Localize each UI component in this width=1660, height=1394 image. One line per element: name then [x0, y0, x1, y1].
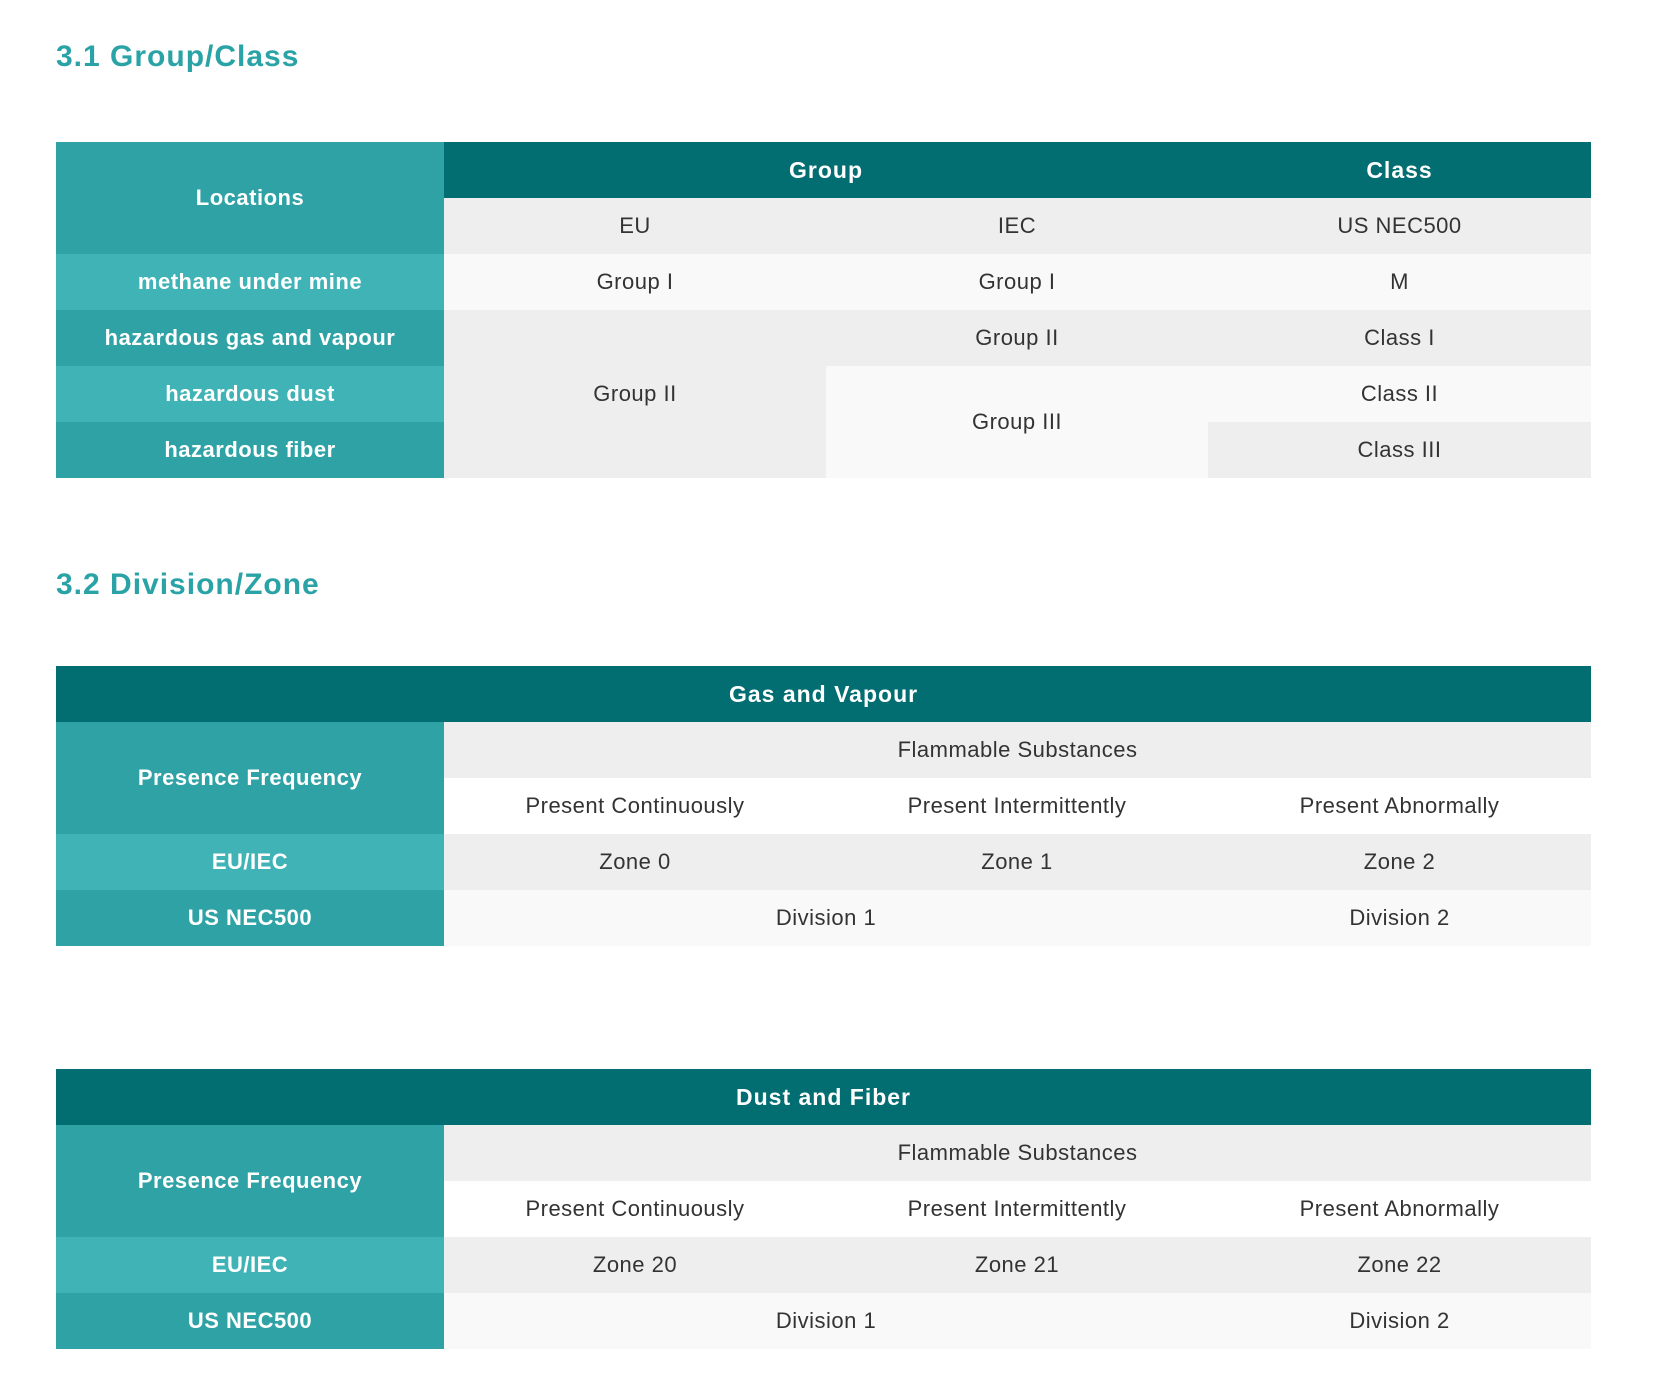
dust-presence-frequency: Presence Frequency: [56, 1125, 444, 1237]
section-title-division-zone: 3.2 Division/Zone: [56, 568, 320, 601]
dust-fiber-table: [56, 1069, 1591, 1349]
gas-eu-iec-label: EU/IEC: [56, 834, 444, 890]
row-label-gas-vapour: hazardous gas and vapour: [56, 310, 444, 366]
cell-eu-group-ii: Group II: [444, 310, 826, 478]
locations-header: Locations: [56, 142, 444, 254]
gas-zone-1: Zone 1: [826, 834, 1208, 890]
gas-present-intermittently: Present Intermittently: [826, 778, 1208, 834]
gas-vapour-table: [56, 666, 1591, 946]
dust-flammable-substances: Flammable Substances: [444, 1125, 1591, 1181]
dust-present-continuously: Present Continuously: [444, 1181, 826, 1237]
section-title-group-class: 3.1 Group/Class: [56, 40, 300, 73]
dust-us-nec500-label: US NEC500: [56, 1293, 444, 1349]
dust-eu-iec-label: EU/IEC: [56, 1237, 444, 1293]
gas-division-2: Division 2: [1208, 890, 1591, 946]
dust-zone-21: Zone 21: [826, 1237, 1208, 1293]
eu-subheader: EU: [444, 198, 826, 254]
gas-us-nec500-label: US NEC500: [56, 890, 444, 946]
gas-division-1: Division 1: [444, 890, 1208, 946]
group-class-table: [56, 142, 1591, 478]
cell-us-methane: M: [1208, 254, 1591, 310]
dust-zone-22: Zone 22: [1208, 1237, 1591, 1293]
row-label-fiber: hazardous fiber: [56, 422, 444, 478]
dust-division-2: Division 2: [1208, 1293, 1591, 1349]
group-header: Group: [444, 142, 1208, 198]
gas-present-abnormally: Present Abnormally: [1208, 778, 1591, 834]
cell-us-gas-vapour: Class I: [1208, 310, 1591, 366]
row-label-dust: hazardous dust: [56, 366, 444, 422]
cell-eu-methane: Group I: [444, 254, 826, 310]
us-subheader: US NEC500: [1208, 198, 1591, 254]
row-label-methane: methane under mine: [56, 254, 444, 310]
cell-iec-group-iii: Group III: [826, 366, 1208, 478]
dust-present-intermittently: Present Intermittently: [826, 1181, 1208, 1237]
cell-iec-methane: Group I: [826, 254, 1208, 310]
cell-us-dust: Class II: [1208, 366, 1591, 422]
cell-iec-gas-vapour: Group II: [826, 310, 1208, 366]
dust-fiber-header: Dust and Fiber: [56, 1069, 1591, 1125]
class-header: Class: [1208, 142, 1591, 198]
gas-vapour-header: Gas and Vapour: [56, 666, 1591, 722]
gas-zone-0: Zone 0: [444, 834, 826, 890]
gas-flammable-substances: Flammable Substances: [444, 722, 1591, 778]
gas-presence-frequency: Presence Frequency: [56, 722, 444, 834]
gas-zone-2: Zone 2: [1208, 834, 1591, 890]
gas-present-continuously: Present Continuously: [444, 778, 826, 834]
dust-present-abnormally: Present Abnormally: [1208, 1181, 1591, 1237]
dust-division-1: Division 1: [444, 1293, 1208, 1349]
cell-us-fiber: Class III: [1208, 422, 1591, 478]
iec-subheader: IEC: [826, 198, 1208, 254]
dust-zone-20: Zone 20: [444, 1237, 826, 1293]
